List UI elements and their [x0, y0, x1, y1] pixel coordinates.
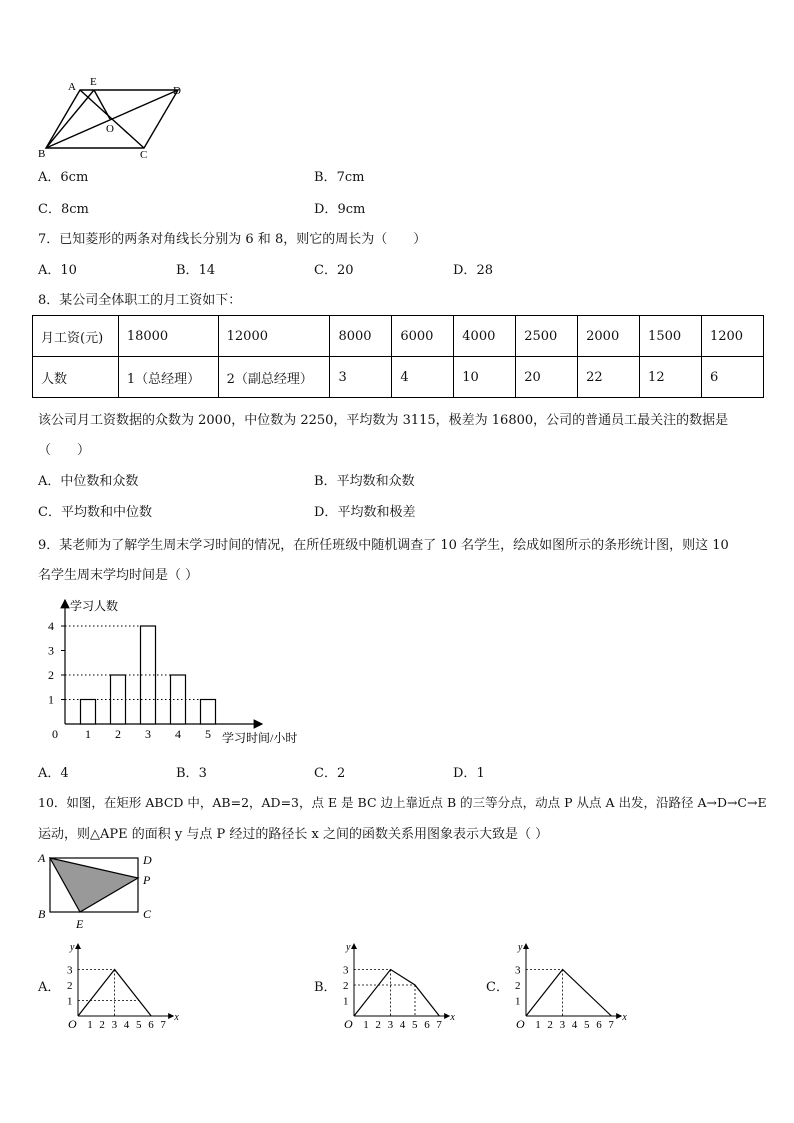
chart-origin: 0 — [52, 727, 58, 741]
function-curve — [354, 970, 439, 1017]
q10-option-a-label[interactable]: A． — [38, 980, 61, 995]
x-tick-label: 1 — [363, 1019, 369, 1030]
axis-y-label: y — [70, 942, 75, 953]
q9-option-a[interactable]: A．4 — [38, 766, 69, 781]
q9-stem-line2: 名学生周末学均时间是（ ） — [38, 568, 199, 583]
y-tick-label: 4 — [48, 619, 54, 633]
table-cell: 2（副总经理） — [218, 357, 330, 398]
q10-label-e: E — [76, 917, 84, 931]
chart-ylabel: 学习人数 — [70, 599, 119, 613]
x-tick-label: 2 — [115, 727, 121, 741]
bar — [201, 700, 216, 725]
table-cell: 3 — [330, 357, 392, 398]
y-tick-label: 1 — [67, 995, 73, 1008]
q8-option-c[interactable]: C．平均数和中位数 — [38, 505, 152, 520]
q10-label-b: B — [38, 907, 46, 921]
x-tick-label: 7 — [608, 1019, 614, 1030]
y-tick-label: 2 — [343, 980, 349, 992]
x-tick-label: 4 — [175, 727, 181, 741]
origin-label: O — [516, 1017, 525, 1030]
q6-label-o: O — [106, 123, 114, 135]
q10-stem-line2: 运动，则△APE 的面积 y 与点 P 经过的路径长 x 之间的函数关系用图象表示大致是（ ） — [38, 827, 549, 842]
q6-option-d[interactable]: D．9cm — [314, 202, 366, 217]
q6-label-a: A — [68, 81, 76, 93]
q8-option-a[interactable]: A．中位数和众数 — [38, 474, 139, 489]
x-tick-label: 6 — [148, 1019, 154, 1030]
x-tick-label: 7 — [436, 1019, 442, 1030]
table-row — [33, 357, 764, 398]
table-cell: 月工资(元) — [33, 316, 119, 357]
axis-y-label: y — [346, 942, 351, 953]
q7-option-c[interactable]: C．20 — [314, 263, 354, 278]
q6-option-c[interactable]: C．8cm — [38, 202, 89, 217]
q7-option-b[interactable]: B．14 — [176, 263, 216, 278]
y-tick-label: 2 — [48, 668, 54, 682]
x-tick-label: 4 — [399, 1019, 406, 1030]
q9-option-b[interactable]: B．3 — [176, 766, 207, 781]
x-tick-label: 3 — [387, 1019, 394, 1030]
x-tick-label: 3 — [111, 1019, 118, 1030]
table-cell: 4000 — [454, 316, 516, 357]
q10-option-c-graph[interactable] — [506, 938, 640, 1030]
axis-x-label: x — [622, 1012, 627, 1023]
x-tick-label: 2 — [547, 1019, 553, 1030]
q10-option-c-label[interactable]: C． — [486, 980, 509, 995]
q6-label-d: D — [173, 85, 181, 97]
q6-parallelogram-figure — [30, 74, 190, 162]
y-tick-label: 3 — [515, 964, 521, 977]
table-row — [33, 316, 764, 357]
table-cell: 8000 — [330, 316, 392, 357]
x-tick-label: 7 — [160, 1019, 166, 1030]
q9-option-c[interactable]: C．2 — [314, 766, 346, 781]
table-cell: 人数 — [33, 357, 119, 398]
x-tick-label: 5 — [412, 1019, 418, 1030]
x-tick-label: 4 — [123, 1019, 130, 1030]
x-tick-label: 5 — [584, 1019, 590, 1030]
q8-paragraph-line1: 该公司月工资数据的众数为 2000，中位数为 2250，平均数为 3115，极差为 16800，公司的普通员工最关注的数据是 — [38, 413, 729, 428]
q9-option-d[interactable]: D．1 — [453, 766, 485, 781]
q8-option-d[interactable]: D．平均数和极差 — [314, 505, 416, 520]
q10-rectangle-figure — [34, 848, 164, 932]
y-tick-label: 1 — [48, 692, 54, 707]
table-cell: 6000 — [392, 316, 454, 357]
table-cell: 10 — [454, 357, 516, 398]
q8-option-b[interactable]: B．平均数和众数 — [314, 474, 415, 489]
x-tick-label: 1 — [87, 1019, 93, 1030]
wage-table — [32, 315, 764, 398]
q7-option-a[interactable]: A．10 — [38, 263, 77, 278]
x-tick-label: 1 — [85, 727, 91, 741]
y-tick-label: 2 — [515, 980, 521, 992]
q6-label-b: B — [38, 148, 46, 160]
x-tick-label: 6 — [424, 1019, 430, 1030]
table-cell: 1500 — [640, 316, 702, 357]
x-tick-label: 5 — [136, 1019, 142, 1030]
q10-label-a: A — [38, 851, 46, 865]
table-cell: 2500 — [516, 316, 578, 357]
bar — [81, 700, 96, 725]
q9-stem-line1: 9．某老师为了解学生周末学习时间的情况，在所任班级中随机调查了 10 名学生，绘成如图所示的条形统计图，则这 10 — [38, 538, 729, 553]
x-tick-label: 3 — [559, 1019, 566, 1030]
y-tick-label: 3 — [343, 964, 349, 977]
q10-stem-line1: 10．如图，在矩形 ABCD 中，AB=2，AD=3，点 E 是 BC 边上靠近点 B 的三等分点，动点 P 从点 A 出发，沿路径 A→D→C→E — [38, 795, 767, 810]
table-cell: 18000 — [118, 316, 218, 357]
table-cell: 1200 — [701, 316, 763, 357]
axis-x-label: x — [450, 1012, 455, 1023]
x-tick-label: 6 — [596, 1019, 602, 1030]
q10-label-p: P — [143, 873, 151, 887]
q6-option-b[interactable]: B．7cm — [314, 170, 365, 185]
x-tick-label: 2 — [375, 1019, 381, 1030]
table-cell: 6 — [701, 357, 763, 398]
origin-label: O — [68, 1017, 77, 1030]
y-tick-label: 3 — [48, 643, 54, 658]
q7-stem: 7．已知菱形的两条对角线长分别为 6 和 8，则它的周长为（ ） — [38, 232, 427, 247]
table-cell: 1（总经理） — [118, 357, 218, 398]
q9-bar-chart — [40, 594, 320, 750]
function-curve — [78, 970, 151, 1017]
q8-paragraph-line2: （ ） — [38, 443, 91, 458]
table-cell: 4 — [392, 357, 454, 398]
axis-y-label: y — [518, 942, 523, 953]
y-tick-label: 3 — [67, 964, 73, 977]
axis-x-label: x — [174, 1012, 179, 1023]
q10-label-d: D — [143, 853, 152, 867]
y-tick-label: 1 — [515, 995, 521, 1008]
y-tick-label: 2 — [67, 980, 73, 992]
q10-option-a-graph[interactable] — [58, 938, 192, 1030]
x-tick-label: 1 — [535, 1019, 541, 1030]
table-cell: 2000 — [578, 316, 640, 357]
x-tick-label: 4 — [571, 1019, 578, 1030]
table-cell: 12 — [640, 357, 702, 398]
table-cell: 22 — [578, 357, 640, 398]
y-tick-label: 1 — [343, 995, 349, 1008]
q7-option-d[interactable]: D．28 — [453, 263, 493, 278]
q10-option-b-graph[interactable] — [334, 938, 468, 1030]
origin-label: O — [344, 1017, 353, 1030]
x-tick-label: 3 — [145, 727, 151, 741]
q10-label-c: C — [143, 907, 152, 921]
table-cell: 20 — [516, 357, 578, 398]
function-curve — [526, 970, 611, 1017]
x-tick-label: 5 — [205, 727, 211, 741]
x-tick-label: 2 — [99, 1019, 105, 1030]
chart-xlabel: 学习时间/小时 — [222, 731, 298, 745]
q6-label-e: E — [90, 76, 97, 88]
q10-option-b-label[interactable]: B． — [314, 980, 337, 995]
table-cell: 12000 — [218, 316, 330, 357]
q6-option-a[interactable]: A．6cm — [38, 170, 89, 185]
q8-stem: 8．某公司全体职工的月工资如下： — [38, 293, 242, 308]
q6-label-c: C — [140, 149, 148, 161]
